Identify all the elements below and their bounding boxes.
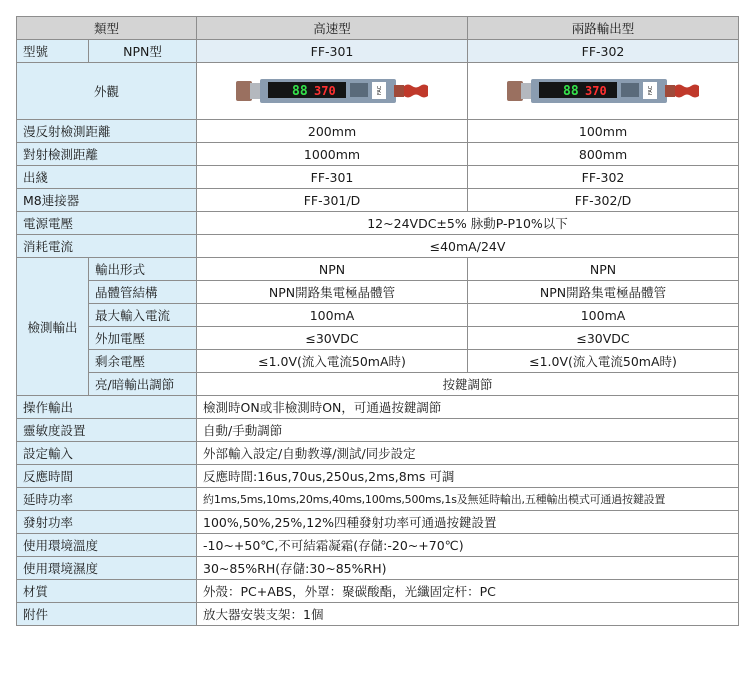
spec-row-value: 自動/手動調節 [197,419,739,442]
spec-row-label: 附件 [17,603,197,626]
through-ff301: 1000mm [197,143,468,166]
dual-output-header: 兩路輸出型 [468,17,739,40]
ext-voltage-row [17,327,739,350]
model-ff301: FF-301 [197,40,468,63]
m8-ff302: FF-302/D [468,189,739,212]
consumption-value: ≤40mA/24V [197,235,739,258]
residual-label: 剩余電壓 [89,350,197,373]
residual-row [17,350,739,373]
svg-text:370: 370 [585,84,607,98]
spec-row-value: 反應時間:16us,70us,250us,2ms,8ms 可調 [197,465,739,488]
spec-row-label: 使用環境濕度 [17,557,197,580]
spec-row-label: 反應時間 [17,465,197,488]
spec-row-value: 約1ms,5ms,10ms,20ms,40ms,100ms,500ms,1s及無延時輸出,五種輸出模式可通過按鍵設置 [197,488,739,511]
spec-row [17,442,739,465]
detect-output-label: 檢測輸出 [17,258,89,396]
power-label: 電源電壓 [17,212,197,235]
spec-row-value: 100%,50%,25%,12%四種發射功率可通過按鍵設置 [197,511,739,534]
spec-row [17,396,739,419]
high-speed-header: 高速型 [197,17,468,40]
residual-ff301: ≤1.0V(流入電流50mA時) [197,350,468,373]
power-row [17,212,739,235]
model-label: 型號 [17,40,89,63]
spec-row-label: 靈敏度設置 [17,419,197,442]
max-current-ff301: 100mA [197,304,468,327]
spec-row [17,603,739,626]
spec-row-label: 設定輸入 [17,442,197,465]
spec-table [16,16,739,626]
cable-row [17,166,739,189]
type-label: 類型 [17,17,197,40]
spec-row [17,557,739,580]
cable-label: 出綫 [17,166,197,189]
ext-voltage-label: 外加電壓 [89,327,197,350]
spec-row [17,534,739,557]
max-current-ff302: 100mA [468,304,739,327]
m8-label: M8連接器 [17,189,197,212]
spec-row-value: 30~85%RH(存儲:30~85%RH) [197,557,739,580]
spec-row-value: 放大器安裝支架：1個 [197,603,739,626]
diffuse-row [17,120,739,143]
cable-ff302: FF-302 [468,166,739,189]
ext-voltage-ff301: ≤30VDC [197,327,468,350]
transistor-ff301: NPN開路集電極晶體管 [197,281,468,304]
spec-row-label: 延時功率 [17,488,197,511]
light-dark-row [17,373,739,396]
power-value: 12~24VDC±5% 脉動P-P10%以下 [197,212,739,235]
consumption-row [17,235,739,258]
transistor-ff302: NPN開路集電極晶體管 [468,281,739,304]
spec-row-label: 發射功率 [17,511,197,534]
svg-text:370: 370 [314,84,336,98]
spec-row [17,488,739,511]
spec-row-value: -10~+50℃,不可結霜凝霜(存儲:-20~+70℃) [197,534,739,557]
spec-row [17,419,739,442]
m8-row [17,189,739,212]
diffuse-ff301: 200mm [197,120,468,143]
cable-ff301: FF-301 [197,166,468,189]
through-ff302: 800mm [468,143,739,166]
model-ff302: FF-302 [468,40,739,63]
svg-text:88: 88 [292,84,308,99]
output-form-ff301: NPN [197,258,468,281]
m8-ff301: FF-301/D [197,189,468,212]
svg-text:FAC: FAC [377,85,384,95]
through-label: 對射檢測距離 [17,143,197,166]
max-current-label: 最大輸入電流 [89,304,197,327]
spec-row-label: 使用環境溫度 [17,534,197,557]
consumption-label: 消耗電流 [17,235,197,258]
spec-row-value: 外殼：PC+ABS，外罩：聚碳酸酯，光纖固定杆：PC [197,580,739,603]
spec-row [17,465,739,488]
spec-row-label: 操作輸出 [17,396,197,419]
appearance-label: 外觀 [17,63,197,120]
light-dark-value: 按鍵調節 [197,373,739,396]
max-current-row [17,304,739,327]
spec-row-value: 外部輸入設定/自動教導/測試/同步設定 [197,442,739,465]
fiber-amplifier-icon [505,74,701,108]
spec-row [17,580,739,603]
spec-row [17,511,739,534]
through-row [17,143,739,166]
svg-text:88: 88 [563,84,579,99]
ext-voltage-ff302: ≤30VDC [468,327,739,350]
amplifier-image-ff301 [197,63,468,120]
model-row [17,40,739,63]
npn-label: NPN型 [89,40,197,63]
spec-row-label: 材質 [17,580,197,603]
fiber-amplifier-icon [234,74,430,108]
output-form-row [17,258,739,281]
transistor-label: 晶體管結構 [89,281,197,304]
appearance-row [17,63,739,120]
output-form-ff302: NPN [468,258,739,281]
diffuse-ff302: 100mm [468,120,739,143]
diffuse-label: 漫反射檢測距離 [17,120,197,143]
svg-text:FAC: FAC [648,85,655,95]
light-dark-label: 亮/暗輸出調節 [89,373,197,396]
output-form-label: 輸出形式 [89,258,197,281]
transistor-row [17,281,739,304]
residual-ff302: ≤1.0V(流入電流50mA時) [468,350,739,373]
header-row [17,17,739,40]
spec-row-value: 檢測時ON或非檢測時ON，可通過按鍵調節 [197,396,739,419]
amplifier-image-ff302 [468,63,739,120]
